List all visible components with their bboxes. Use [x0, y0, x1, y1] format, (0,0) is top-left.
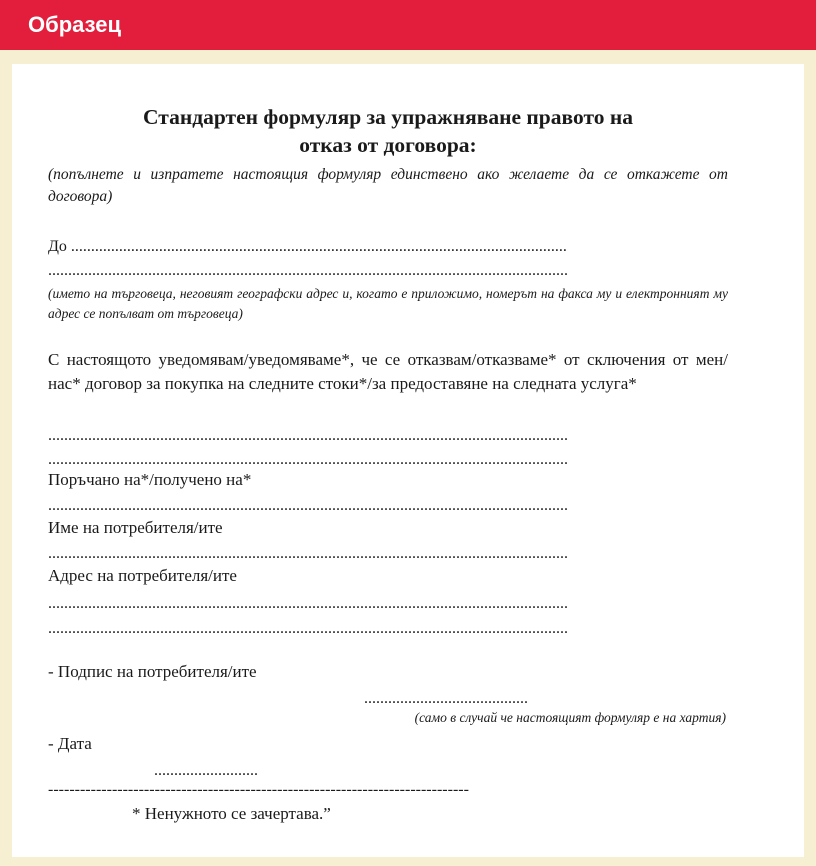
consumer-name-dots: .................................................................................................................................. — [48, 545, 568, 562]
sample-banner — [0, 0, 816, 50]
footnote: * Ненужното се зачертава.” — [132, 804, 331, 823]
signature-label: - Подпис на потребителя/ите — [48, 662, 257, 681]
withdrawal-statement: С настоящото уведомявам/уведомяваме*, че се отказвам/отказваме* от сключения от мен/нас* договор за покупка на следните стоки*/за предоставяне на следната услуга* — [48, 350, 728, 393]
to-dots-2: .................................................................................................................................. — [48, 262, 568, 279]
intro-note: (попълнете и изпратете настоящия формуляр единствено ако желаете да се откажете от договора) — [48, 166, 728, 205]
ordered-label: Поръчано на*/получено на* — [48, 470, 252, 489]
to-prefix: До — [48, 238, 71, 255]
date-dots: .......................... — [154, 762, 258, 779]
form-title-line2: отказ от договора: — [299, 133, 477, 157]
to-line — [48, 235, 728, 259]
signature-dots: ......................................... — [364, 690, 528, 707]
statement-dots-2: .................................................................................................................................. — [48, 451, 568, 468]
sample-banner-label: Образец — [28, 12, 122, 37]
consumer-address-label: Адрес на потребителя/ите — [48, 566, 237, 585]
form-title-line1: Стандартен формуляр за упражняване правото на — [143, 105, 633, 129]
consumer-address-dots-2: .................................................................................................................................. — [48, 620, 568, 637]
ordered-dots: .................................................................................................................................. — [48, 497, 568, 514]
withdrawal-form — [48, 103, 728, 159]
consumer-address-dots-1: .................................................................................................................................. — [48, 595, 568, 612]
paper-note: (само в случай че настоящият формуляр е на хартия) — [414, 710, 726, 725]
to-dots-1: ............................................................................................................................ — [70, 238, 567, 255]
consumer-name-label: Име на потребителя/ите — [48, 518, 223, 537]
trader-note: (името на търговеца, неговият географски адрес и, когато е приложимо, номерът на факса му и електронният му адрес се попълват от търговеца) — [48, 286, 728, 321]
date-label: - Дата — [48, 734, 92, 753]
separator-dashes: ------------------------------------------------------------------------------- — [48, 781, 469, 798]
statement-dots-1: .................................................................................................................................. — [48, 427, 568, 444]
